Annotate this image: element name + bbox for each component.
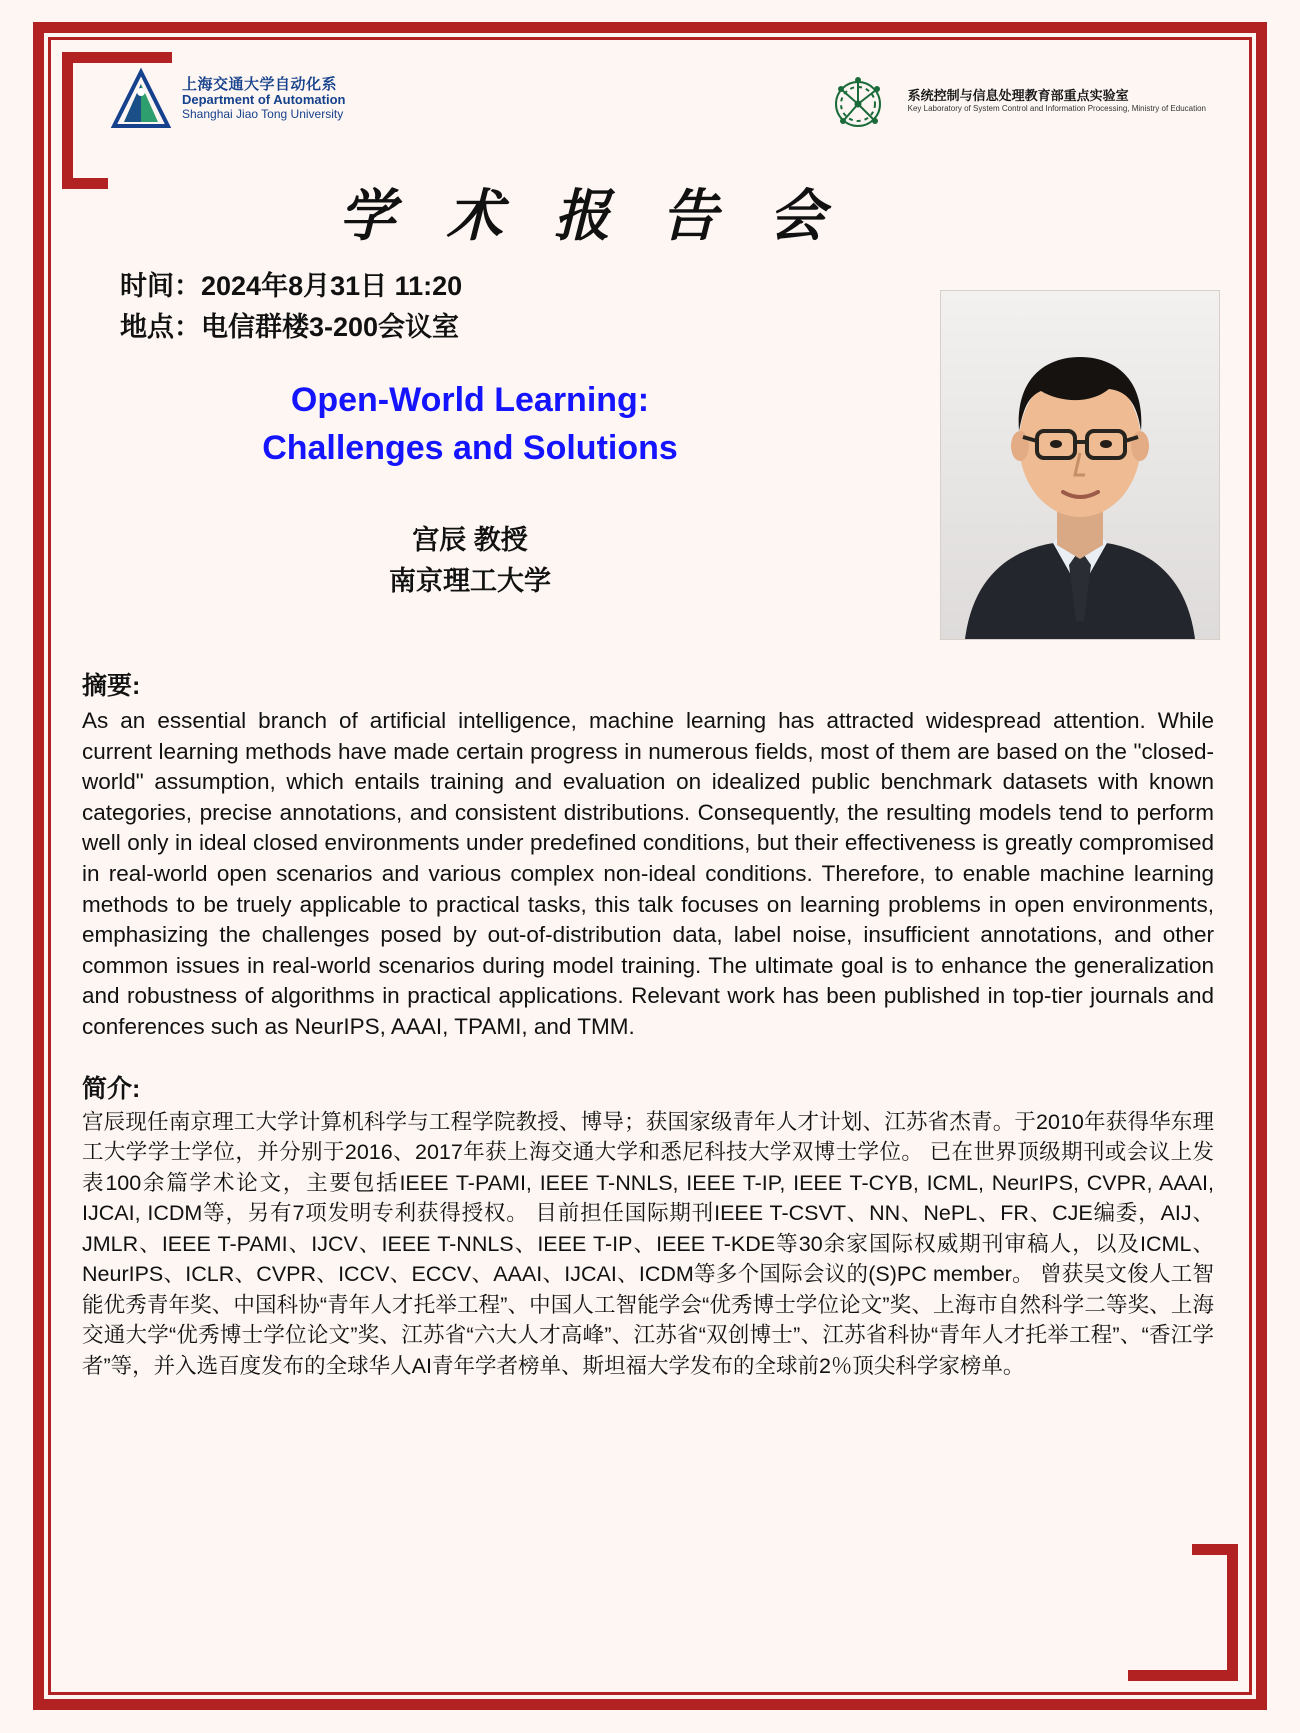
speaker-portrait — [940, 290, 1220, 640]
sjtu-name-cn: 上海交通大学自动化系 — [182, 75, 338, 93]
page-title: 学 术 报 告 会 — [339, 183, 841, 249]
talk-title — [120, 377, 820, 472]
sjtu-name-en-univ: Shanghai Jiao Tong University — [182, 106, 344, 121]
bio-heading: 简介: — [82, 1074, 141, 1103]
talk-title-line-2: Challenges and Solutions — [262, 428, 678, 467]
speaker-affiliation: 南京理工大学 — [389, 565, 551, 596]
lab-circuit-gear-icon — [828, 70, 900, 132]
lab-logo-text — [908, 88, 1206, 114]
sjtu-logo-text — [182, 77, 345, 122]
poster-content — [70, 58, 1230, 1674]
lab-name-cn: 系统控制与信息处理教育部重点实验室 — [907, 87, 1129, 103]
event-place: 地点：电信群楼3-200会议室 — [120, 311, 460, 342]
speaker-name: 宫辰 教授 — [412, 525, 528, 556]
sjtu-emblem-icon — [110, 68, 172, 130]
logo-row — [70, 58, 1230, 154]
poster-header-block — [70, 266, 1230, 666]
talk-title-line-1: Open-World Learning: — [290, 381, 650, 419]
bio-text: 宫辰现任南京理工大学计算机科学与工程学院教授、博导；获国家级青年人才计划、江苏省杰青。于2010年获得华东理工大学学士学位，并分别于2016、2017年获上海交通大学和悉尼科技大学双博士学位。 已在世界顶级期刊或会议上发表100余篇学术论文，主要包括IEEE T-PAMI, IEEE T-NNLS, IEEE T-IP, IEEE T-CYB, ICML, NeurIPS, CVPR, AAAI, IJCAI, ICDM等，另有7项发明专利获得授权。 目前担任国际期刊IEEE T-CSVT、NN、NePL、FR、CJE编委，AIJ、JMLR、IEEE T-PAMI、IJCV、IEEE T-NNLS、IEEE T-IP、IEEE T-KDE等30余家国际权威期刊审稿人，以及ICML、NeurIPS、ICLR、CVPR、ICCV、ECCV、AAAI、IJCAI、ICDM等多个国际会议的(S)PC member。 曾获吴文俊人工智能优秀青年奖、中国科协“青年人才托举工程”、中国人工智能学会“优秀博士学位论文”奖、上海市自然科学二等奖、上海交通大学“优秀博士学位论文”奖、江苏省“六大人才高峰”、江苏省“双创博士”、江苏省科协“青年人才托举工程”、“香江学者”等，并入选百度发布的全球华人AI青年学者榜单、斯坦福大学发布的全球前2％顶尖科学家榜单。 — [82, 1109, 1214, 1378]
sjtu-name-en-dept: Department of Automation — [182, 92, 346, 108]
abstract-heading: 摘要: — [82, 672, 141, 700]
lab-logo — [828, 70, 1206, 132]
lab-name-en: Key Laboratory of System Control and Information Processing, Ministry of Education — [907, 104, 1206, 114]
speaker-block — [120, 520, 820, 601]
abstract-text: As an essential branch of artificial intelligence, machine learning has attracted widespread attention. While current learning methods have made certain progress in numerous fields, most of them are based on the "closed-world" assumption, which entails training and evaluation on idealized public benchmark datasets with known categories, precise annotations, and consistent distributions. Consequently, the resulting models tend to perform well only in ideal closed environments under predefined conditions, but their effectiveness is greatly compromised in real-world open scenarios and various complex non-ideal conditions. Therefore, to enable machine learning methods to be truely applicable to practical tasks, this talk focuses on learning problems in open environments, emphasizing the challenges posed by out-of-distribution data, label noise, insufficient annotations, and other common issues in real-world scenarios during model training. The ultimate goal is to enhance the generalization and robustness of algorithms in practical applications. Relevant work has been published in top-tier journals and conferences such as NeurIPS, AAAI, TPAMI, and TMM. — [82, 708, 1214, 1039]
sjtu-logo — [110, 68, 345, 130]
event-time: 时间：2024年8月31日 11:20 — [120, 271, 463, 301]
event-meta — [120, 266, 840, 601]
